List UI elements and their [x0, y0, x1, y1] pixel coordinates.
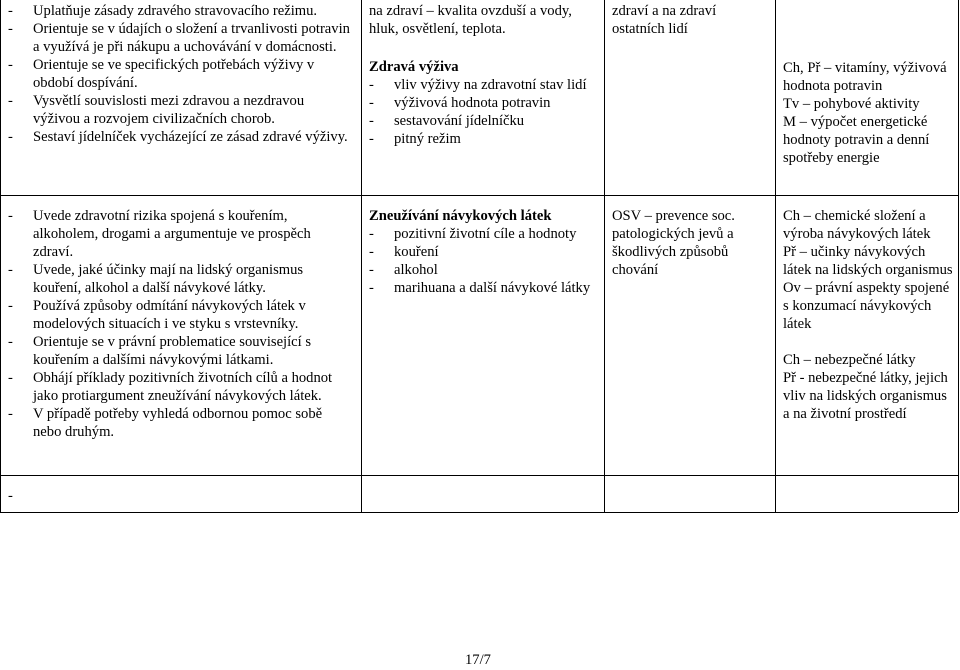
list-item: - Uvede zdravotní rizika spojená s kouřením, alkoholem, drogami a argumentuje ve prospěch zdraví. [8, 208, 311, 260]
relation-line: Ov – právní aspekty spojené s konzumací návykových látek [783, 280, 950, 332]
list-item: - Uvede, jaké účinky mají na lidský organismus kouření, alkohol a další návykové látky. [8, 262, 304, 296]
table-border-left [0, 0, 1, 512]
row-divider-2 [0, 475, 958, 476]
topic-heading: Zdravá výživa [369, 59, 459, 75]
row1-outcomes [8, 2, 353, 146]
relation-line: Př - nebezpečné látky, jejich vliv na lidských organismus a na životní prostředí [783, 370, 948, 422]
row2-interdisciplinary [783, 207, 953, 423]
page-number: 17/7 [465, 652, 491, 668]
row2-outcomes [8, 207, 353, 441]
table-border-right [958, 0, 959, 512]
table-border-bottom [0, 512, 958, 513]
list-item: - Obhájí příklady pozitivních životních cílů a hodnot jako protiargument zneužívání návykových látek. [8, 370, 333, 404]
row-divider-1 [0, 195, 958, 196]
list-item: - Orientuje se ve specifických potřebách výživy v období dospívání. [8, 57, 315, 91]
list-item: - pozitivní životní cíle a hodnoty [369, 226, 577, 242]
relation-line: Př – učinky návykových látek na lidských organismus [783, 244, 953, 278]
list-item: - kouření [369, 244, 439, 260]
row1-interdisciplinary [783, 59, 953, 167]
list-item: - výživová hodnota potravin [369, 95, 551, 111]
list-item: - marihuana a další návykové látky [369, 280, 591, 296]
relation-line: M – výpočet energetické hodnoty potravin a denní spotřeby energie [783, 114, 930, 166]
list-item: - Používá způsoby odmítání návykových látek v modelových situacích i ve styku s vrstevníky. [8, 298, 306, 332]
row2-crosscutting: OSV – prevence soc. patologických jevů a škodlivých způsobů chování [612, 208, 735, 278]
relation-line: Ch – chemické složení a výroba návykových látek [783, 208, 931, 242]
list-item: - sestavování jídelníčku [369, 113, 525, 129]
relation-line: Ch – nebezpečné látky [783, 352, 916, 368]
row1-crosscutting: zdraví a na zdraví ostatních lidí [612, 3, 717, 37]
list-item: - Vysvětlí souvislosti mezi zdravou a nezdravou výživou a rozvojem civilizačních chorob. [8, 93, 305, 127]
list-item: - V případě potřeby vyhledá odbornou pomoc sobě nebo druhým. [8, 406, 323, 440]
list-item: - pitný režim [369, 131, 461, 147]
list-item: - Orientuje se v právní problematice související s kouřením a dalšími návykovými látkami. [8, 334, 312, 368]
relation-line: Tv – pohybové aktivity [783, 96, 920, 112]
list-item: - alkohol [369, 262, 438, 278]
row2-topics [369, 207, 597, 297]
row3-outcomes: - [8, 488, 13, 504]
table-divider-3 [775, 0, 776, 512]
table-divider-2 [604, 0, 605, 512]
row1-topics [369, 2, 597, 148]
topic-intro: na zdraví – kvalita ovzduší a vody, hluk, osvětlení, teplota. [369, 3, 572, 37]
list-item: - Orientuje se v údajích o složení a trvanlivosti potravin a využívá je při nákupu a uchovávání v domácnosti. [8, 21, 350, 55]
list-item: - Uplatňuje zásady zdravého stravovacího režimu. [8, 3, 318, 19]
list-item: - Sestaví jídelníček vycházející ze zásad zdravé výživy. [8, 129, 348, 145]
relation-line: Ch, Př – vitamíny, výživová hodnota potravin [783, 60, 947, 94]
table-divider-1 [361, 0, 362, 512]
topic-heading: Zneužívání návykových látek [369, 208, 552, 224]
list-item: - vliv výživy na zdravotní stav lidí [369, 77, 587, 93]
